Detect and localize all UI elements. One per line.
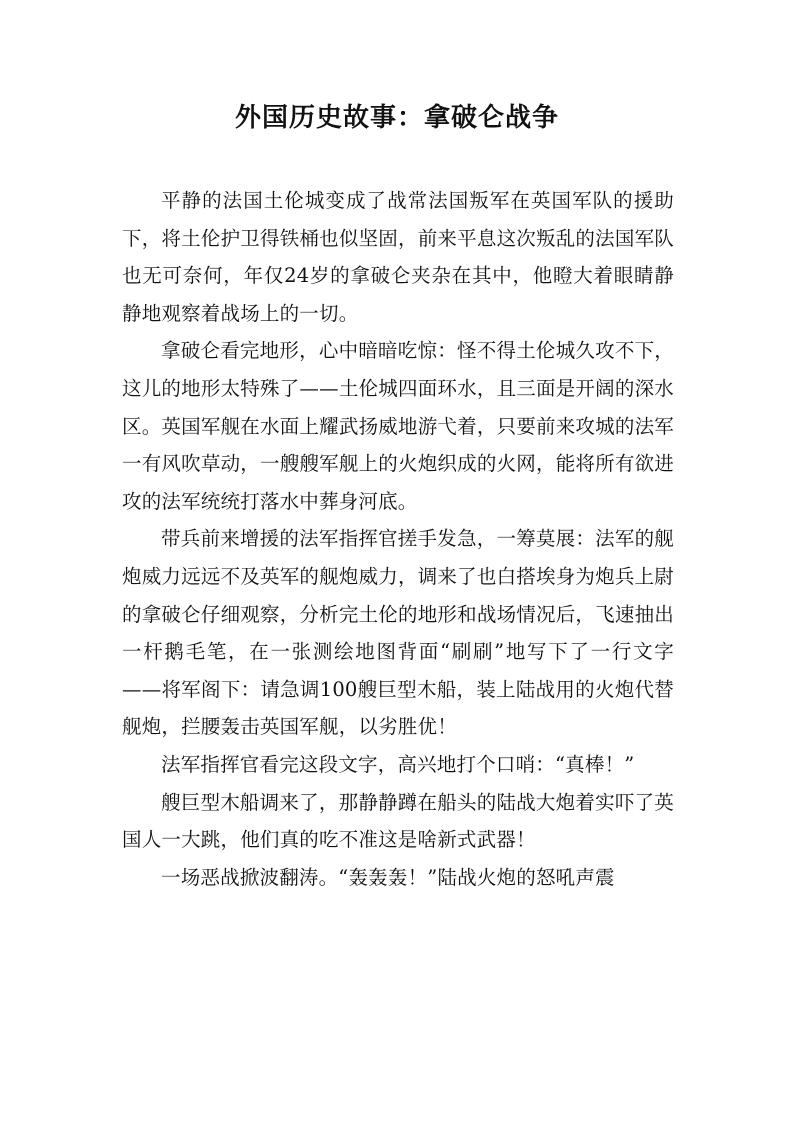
paragraph-4: 法军指挥官看完这段文字，高兴地打个口哨：“真棒！” bbox=[161, 752, 635, 776]
paragraph-3: 带兵前来增援的法军指挥官搓手发急，一筹莫展：法军的舰炮威力远远不及英军的舰炮威力，调来了也白搭埃身为炮兵上尉的拿破仑仔细观察，分析完土伦的地形和战场情况后，飞速抽出一杆鹅毛笔，在一张测绘地图背面“刷刷”地写下了一行文字——将军阁下：请急调100艘巨型木船，装上陆战用的火炮代替舰炮，拦腰轰击英国军舰，以劣胜优！ bbox=[122, 527, 674, 739]
paragraph-2: 拿破仑看完地形，心中暗暗吃惊：怪不得土伦城久攻不下，这儿的地形太特殊了——土伦城四面环水，且三面是开阔的深水区。英国军舰在水面上耀武扬威地游弋着，只要前来攻城的法军一有风吹草动，一艘艘军舰上的火炮织成的火网，能将所有欲进攻的法军统统打落水中葬身河底。 bbox=[122, 339, 674, 513]
page-title: 外国历史故事：拿破仑战争 bbox=[234, 103, 559, 133]
paragraph-6: 一场恶战掀波翻涛。“轰轰轰！”陆战火炮的怒吼声震 bbox=[161, 865, 615, 889]
paragraph-1: 平静的法国土伦城变成了战常法国叛军在英国军队的援助下，将土伦护卫得铁桶也似坚固，前来平息这次叛乱的法国军队也无可奈何，年仅24岁的拿破仑夹杂在其中，他瞪大着眼睛静静地观察着战场上的一切。 bbox=[122, 189, 674, 325]
paragraph-5: 艘巨型木船调来了，那静静蹲在船头的陆战大炮着实吓了英国人一大跳，他们真的吃不准这是啥新式武器！ bbox=[122, 790, 674, 852]
article-body bbox=[122, 182, 674, 896]
